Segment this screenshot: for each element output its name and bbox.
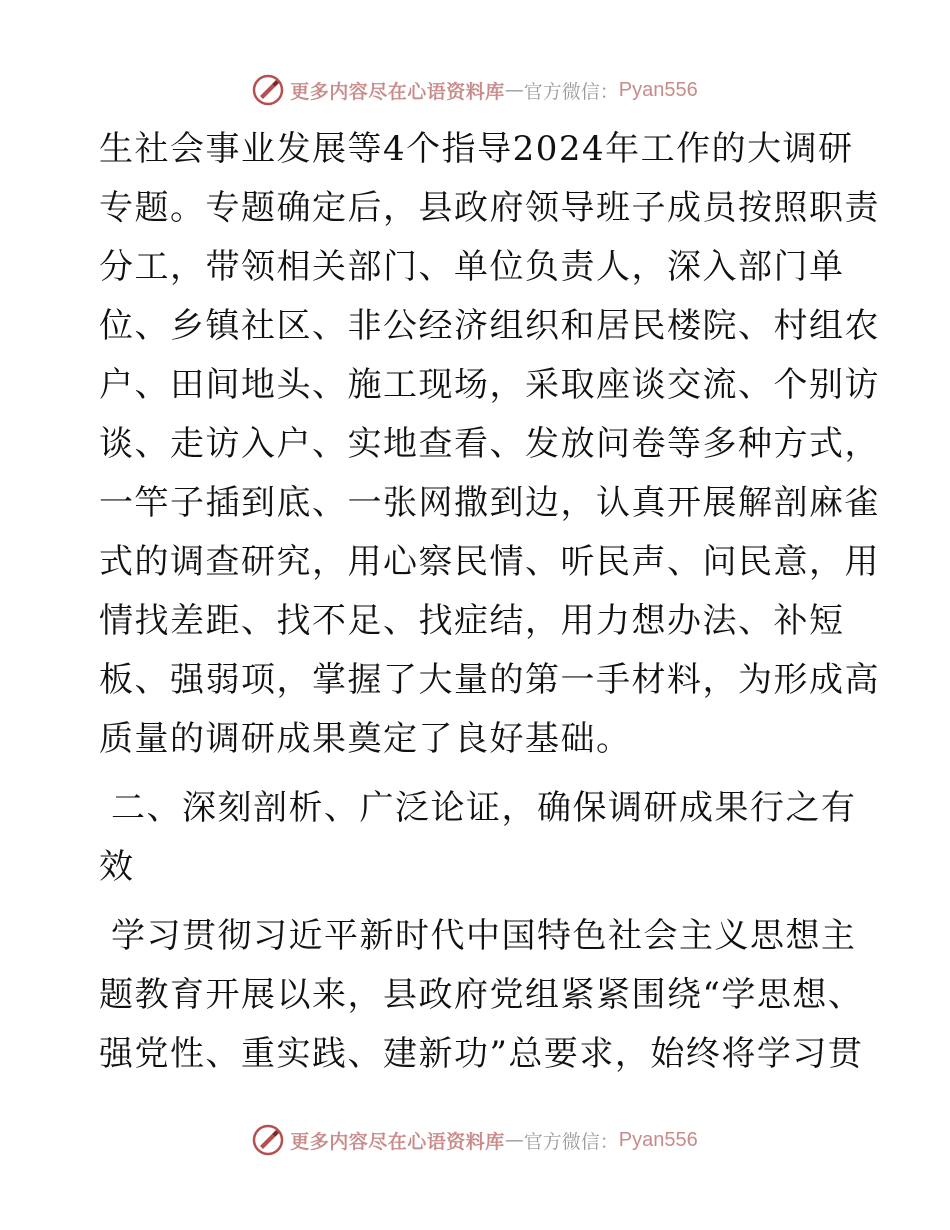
brand-logo-icon — [252, 1124, 284, 1156]
paragraph-1 — [99, 120, 880, 769]
text-line: 质量的调研成果奠定了良好基础。 — [99, 719, 632, 759]
text-line: 专题。专题确定后，县政府领导班子成员按照职责 — [99, 188, 880, 228]
paragraph-2 — [99, 907, 864, 1084]
watermark-brand-text: 更多内容尽在心语资料库 — [290, 80, 505, 103]
watermark-wechat-label: 官方微信： — [523, 1130, 619, 1153]
watermark-banner-top — [0, 70, 950, 110]
text-line: 生社会事业发展等4个指导2024年工作的大调研 — [99, 129, 854, 169]
text-line: 情找差距、找不足、找症结，用力想办法、补短 — [99, 601, 845, 641]
text-line: 分工，带领相关部门、单位负责人，深入部门单 — [99, 247, 845, 287]
document-body — [99, 120, 880, 1084]
watermark-wechat-id: Pyan556 — [618, 1128, 698, 1151]
text-line: 题教育开展以来，县政府党组紧紧围绕“学思想、 — [99, 975, 864, 1015]
text-line: 板、强弱项，掌握了大量的第一手材料，为形成高 — [99, 660, 880, 700]
watermark-separator: — — [504, 1129, 524, 1151]
text-line: 式的调查研究，用心察民情、听民声、问民意，用 — [99, 542, 880, 582]
text-line: 位、乡镇社区、非公经济组织和居民楼院、村组农 — [99, 306, 880, 346]
brand-logo-icon — [252, 74, 284, 106]
section-heading-2 — [99, 779, 859, 897]
watermark-wechat-label: 官方微信： — [523, 80, 619, 103]
text-line: 一竿子插到底、一张网撒到边，认真开展解剖麻雀 — [99, 483, 880, 523]
text-line: 谈、走访入户、实地查看、发放问卷等多种方式， — [99, 424, 880, 464]
watermark-separator: — — [504, 79, 524, 101]
heading-line: 二、深刻剖析、广泛论证，确保调研成果行之有 — [111, 788, 857, 828]
text-line: 强党性、重实践、建新功”总要求，始终将学习贯 — [99, 1034, 864, 1074]
heading-line: 效 — [99, 847, 135, 887]
watermark-brand-text: 更多内容尽在心语资料库 — [290, 1130, 505, 1153]
text-line: 学习贯彻习近平新时代中国特色社会主义思想主 — [111, 916, 857, 956]
text-line: 户、田间地头、施工现场，采取座谈交流、个别访 — [99, 365, 880, 405]
watermark-wechat-id: Pyan556 — [618, 78, 698, 101]
watermark-banner-bottom — [0, 1120, 950, 1160]
